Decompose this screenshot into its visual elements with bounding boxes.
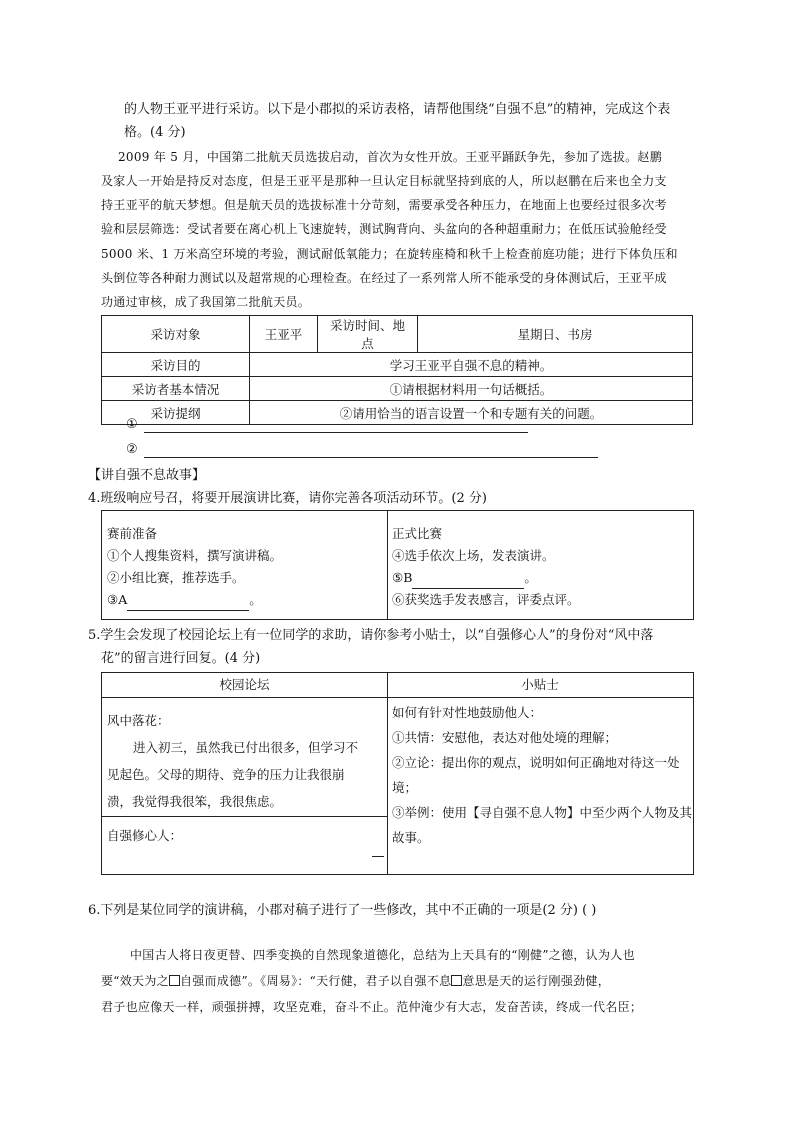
q4-left-item-1: ①个人搜集资料，撰写演讲稿。 <box>107 548 283 563</box>
blank-b[interactable] <box>412 575 524 589</box>
tips-line-2: ①共情：安慰他，表达对他处境的理解； <box>392 730 618 745</box>
intro-line-1: 的人物王亚平进行采访。以下是小郡拟的采访表格，请帮他围绕“自强不息”的精神，完成这个表 <box>124 102 671 117</box>
interview-table <box>101 315 693 425</box>
blank-a[interactable] <box>127 597 249 611</box>
forum-header: 校园论坛 <box>219 677 270 692</box>
q4-left-title: 赛前准备 <box>107 526 158 541</box>
tips-line-1: 如何有针对性地鼓励他人： <box>392 705 543 720</box>
label-purpose: 采访目的 <box>102 353 250 377</box>
q4-right-item-1: ④选手依次上场，发表演讲。 <box>392 548 555 563</box>
answer-line-1[interactable] <box>144 432 528 433</box>
tips-line-3: ②立论：提出你的观点，说明如何正确地对待这一处 <box>392 755 680 770</box>
label-outline: 采访提纲 <box>102 401 250 425</box>
label-interviewee: 采访对象 <box>102 316 250 353</box>
value-background: ①请根据材料用一句话概括。 <box>250 377 693 401</box>
q6-stem: 6.下列是某位同学的演讲稿，小郡对稿子进行了一些修改，其中不正确的一项是(2 分) ( ) <box>88 903 597 918</box>
q4-left-item-2: ②小组比赛，推荐选手。 <box>107 570 245 585</box>
passage-line-2: 及家人一开始是持反对态度，但是王亚平是那种一旦认定目标就坚持到底的人，所以赵鹏在后来也全力支 <box>101 174 667 188</box>
answer-line-2[interactable] <box>144 457 598 458</box>
tips-line-5: ③举例：使用【寻自强不息人物】中至少两个人物及其 <box>392 805 693 820</box>
forum-post-line-3: 溃，我觉得我很笨，我很焦虑。 <box>107 794 283 809</box>
value-outline: ②请用恰当的语言设置一个和专题有关的问题。 <box>250 401 693 425</box>
missing-char-box-1 <box>169 975 180 986</box>
reply-mark <box>372 856 384 857</box>
answer-mark-2: ② <box>126 442 138 457</box>
q5-stem-line-2: 花”的留言进行回复。(4 分) <box>101 651 261 666</box>
q5-stem-line-1: 5.学生会发现了校园论坛上有一位同学的求助，请你参考小贴士，以“自强修心人”的身份对“风中落 <box>88 628 654 643</box>
q4-right-item-2: ⑤B 。 <box>392 567 580 589</box>
passage-line-6: 头倒位等各种耐力测试以及超常规的心理检查。在经过了一系列常人所不能承受的身体测试后，王亚平成 <box>101 271 667 285</box>
passage-line-3: 持王亚平的航天梦想。但是航天员的选拔标准十分苛刻，需要承受各种压力，在地面上也要经过很多次考 <box>101 198 667 212</box>
value-purpose: 学习王亚平自强不息的精神。 <box>250 353 693 377</box>
passage-line-7: 功通过审核，成了我国第二批航天员。 <box>101 295 311 309</box>
q6-passage-line-1: 中国古人将日夜更替、四季变换的自然现象道德化，总结为上天具有的“刚健”之德，认为人也 <box>130 948 635 962</box>
q6-passage-line-3: 君子也应像天一样，顽强拼搏，攻坚克难，奋斗不止。范仲淹少有大志，发奋苦读，终成一代名臣； <box>101 1000 643 1014</box>
tips-header: 小贴士 <box>521 677 559 692</box>
q4-right-item-3: ⑥获奖选手发表感言，评委点评。 <box>392 592 580 607</box>
passage-line-1: 2009 年 5 月，中国第二批航天员选拔启动，首次为女性开放。王亚平踊跃争先，参加了选拔。赵鹏 <box>118 150 663 164</box>
forum-post-line-2: 见起色。父母的期待、竞争的压力让我很崩 <box>107 767 345 782</box>
section-title: 【讲自强不息故事】 <box>88 468 206 483</box>
value-interviewee: 王亚平 <box>250 316 318 353</box>
tips-line-6: 故事。 <box>392 830 430 845</box>
intro-line-2: 格。(4 分) <box>124 125 186 140</box>
q6-passage-line-2: 要“效天为之 自强而成德”。《周易》：“天行健，君子以自强不息 意思是天的运行刚强劲健， <box>101 974 611 988</box>
label-background: 采访者基本情况 <box>102 377 250 401</box>
tips-line-4: 境； <box>392 780 418 795</box>
reply-input-area[interactable] <box>107 841 362 869</box>
missing-char-box-2 <box>451 975 462 986</box>
q5-box <box>101 672 694 875</box>
forum-post-line-1: 进入初三，虽然我已付出很多，但学习不 <box>133 740 359 755</box>
q4-box <box>101 510 694 620</box>
q4-stem: 4.班级响应号召，将要开展演讲比赛，请你完善各项活动环节。(2 分) <box>88 491 487 506</box>
q4-left-item-3: ③A 。 <box>107 589 282 611</box>
label-time-place: 采访时间、地点 <box>318 316 418 353</box>
value-time-place: 星期日、书房 <box>418 316 693 353</box>
passage-line-5: 5000 米、1 万米高空环境的考验，测试耐低氧能力；在旋转座椅和秋千上检查前庭功能；进行下体负压和 <box>101 247 678 261</box>
answer-mark-1: ① <box>126 417 138 432</box>
passage-line-4: 验和层层筛选：受试者要在离心机上飞速旋转，测试胸背向、头盆向的各种超重耐力；在低压试验舱经受 <box>101 222 667 236</box>
forum-poster: 风中落花： <box>107 713 170 728</box>
q4-right-title: 正式比赛 <box>392 526 443 541</box>
reply-label: 自强修心人： <box>107 828 183 843</box>
